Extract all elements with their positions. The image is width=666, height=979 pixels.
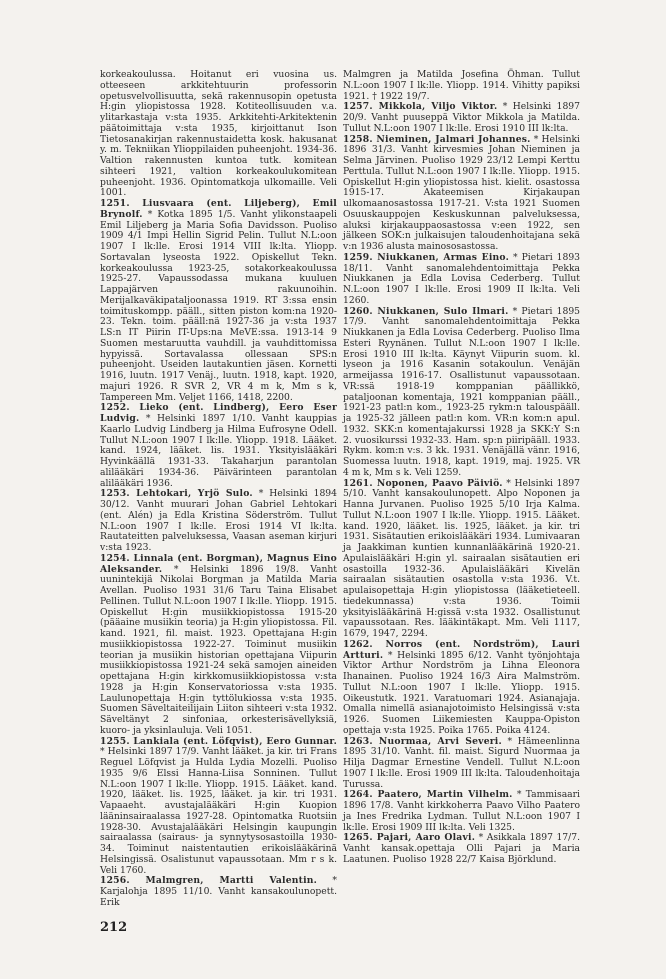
entry-text: * Helsinki 1897 17/9. Vanht lääket. ja kir. tri Frans Reguel Löfqvist ja Hulda Lydia Mozelli. Puoliso 1935 9/6 Elssi Hanna-Liisa Sonninen. Tullut N.L:oon 1907 I lk:lle. Yliopp. 1915. Lääket. kand. 1920, lääket. lis. 1925, lääket. ja kir. tri 1931. Vapaaeht. avustajalääkäri H:gin Kuopion lääninsairaalassa 1927-28. Opintomatka Ruotsiin 1928-30. Avustajalääkäri Helsingin kaupungin sairaalassa (sairaus- ja synnytysosastoilla 1930-34. Toiminut naistentautien erikoislääkärinä Helsingissä. Osalistunut vapaussotaan. Mm r s k. Veli 1760. [100,746,337,876]
entry-heading: 1251. Liusvaara (ent. Liljeberg), Emil Brynolf. [100,198,337,220]
biography-entry [343,737,580,791]
biography-entry [343,790,580,833]
entry-text: * Tammisaari 1896 17/8. Vanht kirkkoherra Paavo Vilho Paatero ja Ines Fredrika Lydman. Tullut N.L:oon 1907 I lk:lle. Erosi 1909 III lk:lta. Veli 1325. [343,789,580,833]
biography-entry [343,307,580,479]
entry-heading: 1253. Lehtokari, Yrjö Sulo. [100,488,253,500]
entry-text: * Karjalohja 1895 11/10. Vanht kansakoulunopett. Erik [100,875,337,908]
biography-entry [100,403,337,489]
biography-entry [100,70,337,199]
entry-text: * Kotka 1895 1/5. Vanht ylikonstaapeli Emil Liljeberg ja Maria Sofia Davidsson. Puoliso 1909 4/1 Impi Hellin Sigrid Pelin. Tullut N.L:oon 1907 I lk:lle. Erosi 1914 VIII lk:lta. Yliopp. Sortavalan lyseosta 1922. Opiskellut Tekn. korkeakoulussa 1923-25, sotakorkeakoulussa 1925-27. Vapaussodassa mukana kuuluen Lappajärven rakuunoihin. Merijalkaväkipataljoonassa 1919. RT 3:ssa ensin toimituskompp. pääll., sitten piston kom:na 1920-23. Tekn. toim. pääll:nä 1927-36 ja v:sta 1937 LS:n IT Piirin IT-Ups:na MeVE:ssa. 1913-14 9 Suomen mestaruutta vauhdill. ja vauhdittomissa hypyissä. Sortavalassa ollessaan SPS:n puheenjoht. Useiden lautakuntien jäsen. Kornetti 1916, luutn. 1917 Venäj., luutn. 1918, kapt. 1920, majuri 1926. R SVR 2, VR 4 m k, Mm s k, Tampereen Mm. Veljet 1166, 1418, 2200. [100,208,337,403]
entry-heading: 1259. Niukkanen, Armas Eino. [343,251,509,263]
right-column [343,70,580,875]
entry-heading: 1257. Mikkola, Viljo Viktor. [343,101,498,113]
entry-text: * Pietari 1895 17/9. Vanht sanomalehdentoimittaja Pekka Niukkanen ja Edla Lovisa Cederberg. Puoliso Ilma Esteri Ryynänen. Tullut N.L:oon 1907 I lk:lle. Erosi 1910 III lk:lta. Käynyt Viipurin suom. kl. lyseon ja 1916 Kasanin sotakoulun. Venäjän armeijassa 1916-17. Osallistunut vapaussotaan. VR:ssä 1918-19 komppanian päällikkö, pataljoonan komentaja, 1921 komppanian pääll., 1921-23 patl:n kom., 1923-25 rykm:n talouspääll. ja 1925-32 jälleen patl:n kom. VR:n kom:n apul. 1932. SKK:n komentajakurssi 1928 ja SKK:Y S:n 2. vuosikurssi 1932-33. Ham. sp:n piiripääll. 1933. Rykm. kom:n v:s. 3 kk. 1931. Venäjällä vänr. 1916, Suomessa luutn. 1918, kapt. 1919, maj. 1925. VR 4 m k, Mm s k. Veli 1259. [343,305,581,478]
entry-heading: 1255. Lankiala (ent. Löfqvist), Eero Gunnar. [100,735,337,747]
entry-heading: 1265. Pajari, Aaro Olavi. [343,832,476,844]
entry-heading: 1254. Linnala (ent. Borgman), Magnus Eino Aleksander. [100,552,337,575]
biography-entry [100,876,337,908]
entry-text: * Helsinki 1897 5/10. Vanht kansakoulunopett. Alpo Noponen ja Hanna Jurvanen. Puoliso 1925 5/10 Irja Kalma. Tullut N.L:oon 1907 I lk:lle. Yliopp. 1915. Lääket. kand. 1920, lääket. lis. 1925, lääket. ja kir. tri 1931. Sisätautien erikoislääkäri 1934. Lumivaaran ja Jaakkiman kuntien kunnanlääkärinä 1920-21. Apulaislääkäri H:gin yl. sairaalan sisätautien eri osastoilla 1932-36. Apulaislääkäri Kivelän sairaalan sisätautien osastolla v:sta 1936. V.t. apulaisopettaja H:gin yliopistossa (lääketieteell. tiedekunnassa) v:sta 1936. Toimii yksityislääkärinä H:gissä v:sta 1932. Osallistunut vapaussotaan. Res. lääkintäkapt. Mm. Veli 1117, 1679, 1947, 2294. [343,477,580,639]
page-number: 212 [100,920,128,935]
entry-heading: 1258. Nieminen, Jalmari Johannes. [343,133,531,145]
entry-text: * Asikkala 1897 17/7. Vanht kansak.opettaja Olli Pajari ja Maria Laatunen. Puoliso 1928 22/7 Kaisa Björklund. [343,832,580,865]
entry-heading: 1264. Paatero, Martin Vilhelm. [343,789,513,801]
entry-heading: 1256. Malmgren, Martti Valentin. [100,875,318,887]
biography-entry [100,554,337,737]
entry-heading: 1262. Norros (ent. Nordström), Lauri Artturi. [343,638,580,661]
biography-entry [343,253,580,307]
entry-text: korkeakoulussa. Hoitanut eri vuosina us. otteeseen arkkitehtuurin professorin opetusvelvollisuutta, sekä rakennusopin opetusta H:gin yliopistossa 1928. Kotiteollisuuden v.a. ylitarkastaja v:sta 1935. Arkkitehti-Arkitektenin päätoimittaja v:sta 1935, kirjoittanut Ison Tietosanakirjan rakennustaidetta kosk. hakusanat y. m. Tekniikan Ylioppilaiden puheenjoht. 1934-36. Valtion rakennusten kuntoa tutk. komitean sihteeri 1921, valtion korkeakoulukomitean puheenjoht. 1936. Opintomatkoja ulkomaille. Veli 1001. [100,69,337,199]
biography-entry [343,479,580,640]
biography-entry [100,737,337,877]
entry-text: * Helsinki 1894 30/12. Vanht muurari Johan Gabriel Lehtokari (ent. Alén) ja Edla Kristina Söderström. Tullut N.L:oon 1907 I lk:lle. Erosi 1914 VI lk:lta. Rautateitten palveluksessa, Vaasan aseman kirjuri v:sta 1923. [100,488,337,553]
entry-text: * Helsinki 1897 20/9. Vanht puuseppä Viktor Mikkola ja Matilda. Tullut N.L:oon 1907 I lk:lle. Erosi 1910 III lk:lta. [343,101,580,134]
entry-text: * Helsinki 1896 31/3. Vanht kirvesmies Johan Nieminen ja Selma Järvinen. Puoliso 1929 23/12 Lempi Kerttu Perttula. Tullut N.L:oon 1907 I lk:lle. Yliopp. 1915. Opiskellut H:gin yliopistossa hist. kielit. osastossa 1915-17. Akateemisen Kirjakaupan ulkomaanosastossa 1917-21. V:sta 1921 Suomen Osuuskauppojen Keskuskunnan palveluksessa, aluksi kirjakauppaosastossa v:een 1922, sen jälkeen SOK:n julkaisujen taloudenhoitajana sekä v:n 1936 alusta mainososastossa. [343,133,580,252]
entry-text: * Helsinki 1895 6/12. Vanht työnjohtaja Viktor Arthur Nordström ja Lihna Eleonora Ihanainen. Puoliso 1924 16/3 Aira Malmström. Tullut N.L:oon 1907 I lk:lle. Yliopp. 1915. Oikeustutk. 1921. Varatuomari 1924. Asianajaja. Omalla nimellä asianajotoimisto Helsingissä v:sta 1926. Suomen Liikemiesten Kauppa-Opiston opettaja v:sta 1925. Poika 1765. Poika 4124. [343,649,580,736]
biography-entry [100,199,337,403]
entry-heading: 1260. Niukkanen, Sulo Ilmari. [343,305,509,317]
entry-text: Malmgren ja Matilda Josefina Öhman. Tullut N.L:oon 1907 I lk:lle. Yliopp. 1914. Vihitty papiksi 1921. † 1922 19/7. [343,69,580,102]
biography-entry [100,489,337,554]
entry-text: * Helsinki 1897 1/10. Vanht kauppias Kaarlo Ludvig Lindberg ja Hilma Eufrosyne Odell. Tullut N.L:oon 1907 I lk:lle. Yliopp. 1918. Lääket. kand. 1924, lääket. lis. 1931. Yksityislääkäri Hyvinkäällä 1931-33. Takaharjun parantolan alilääkäri 1934-36. Päivärinteen parantolan alilääkäri 1936. [100,413,337,489]
biography-entry [343,70,580,102]
biography-entry [343,135,580,253]
entry-heading: 1261. Noponen, Paavo Päiviö. [343,477,503,489]
biography-entry [343,102,580,134]
entry-heading: 1263. Nuormaa, Arvi Severi. [343,735,502,747]
biography-entry [343,833,580,865]
left-column [100,69,337,908]
entry-heading: 1252. Lieko (ent. Lindberg), Eero Eser Ludvig. [100,402,337,424]
entry-text: * Helsinki 1896 19/8. Vanht uunintekijä Nikolai Borgman ja Matilda Maria Avellan. Puoliso 1931 31/6 Taru Taina Elisabet Pellinen. Tullut N.L:oon 1907 I lk:lle. Yliopp. 1915. Opiskellut H:gin musiikkiopistossa 1915-20 (pääaine musiikin teoria) ja H:gin yliopistossa. Fil. kand. 1921, fil. maist. 1923. Opettajana H:gin musiikkiopistossa 1922-27. Toiminut musiikin teorian ja musiikin historian opettajana Viipurin musiikkiopistossa 1921-24 sekä samojen aineiden opettajana H:gin kirkkomusiikkiopistossa v:sta 1928 ja H:gin Konservatoriossa v:sta 1935. Laulunopettaja H:gin tyttölukiossa v:sta 1935. Suomen Säveltaiteilijain Liiton sihteeri v:sta 1932. Säveltänyt 2 sinfoniaa, orkesterisävellyksiä, kuoro- ja yksinlauluja. Veli 1051. [100,563,337,736]
biography-entry [343,640,580,737]
entry-text: * Pietari 1893 18/11. Vanht sanomalehdentoimittaja Pekka Niukkanen ja Edla Lovisa Cederberg. Tullut N.L:oon 1907 I lk:lle. Erosi 1909 II lk:lta. Veli 1260. [343,251,581,306]
entry-text: * Hämeenlinna 1895 31/10. Vanht. fil. maist. Sigurd Nuormaa ja Hilja Dagmar Ernestine Vendell. Tullut N.L:oon 1907 I lk:lle. Erosi 1909 III lk:lta. Taloudenhoitaja Turussa. [343,735,580,790]
